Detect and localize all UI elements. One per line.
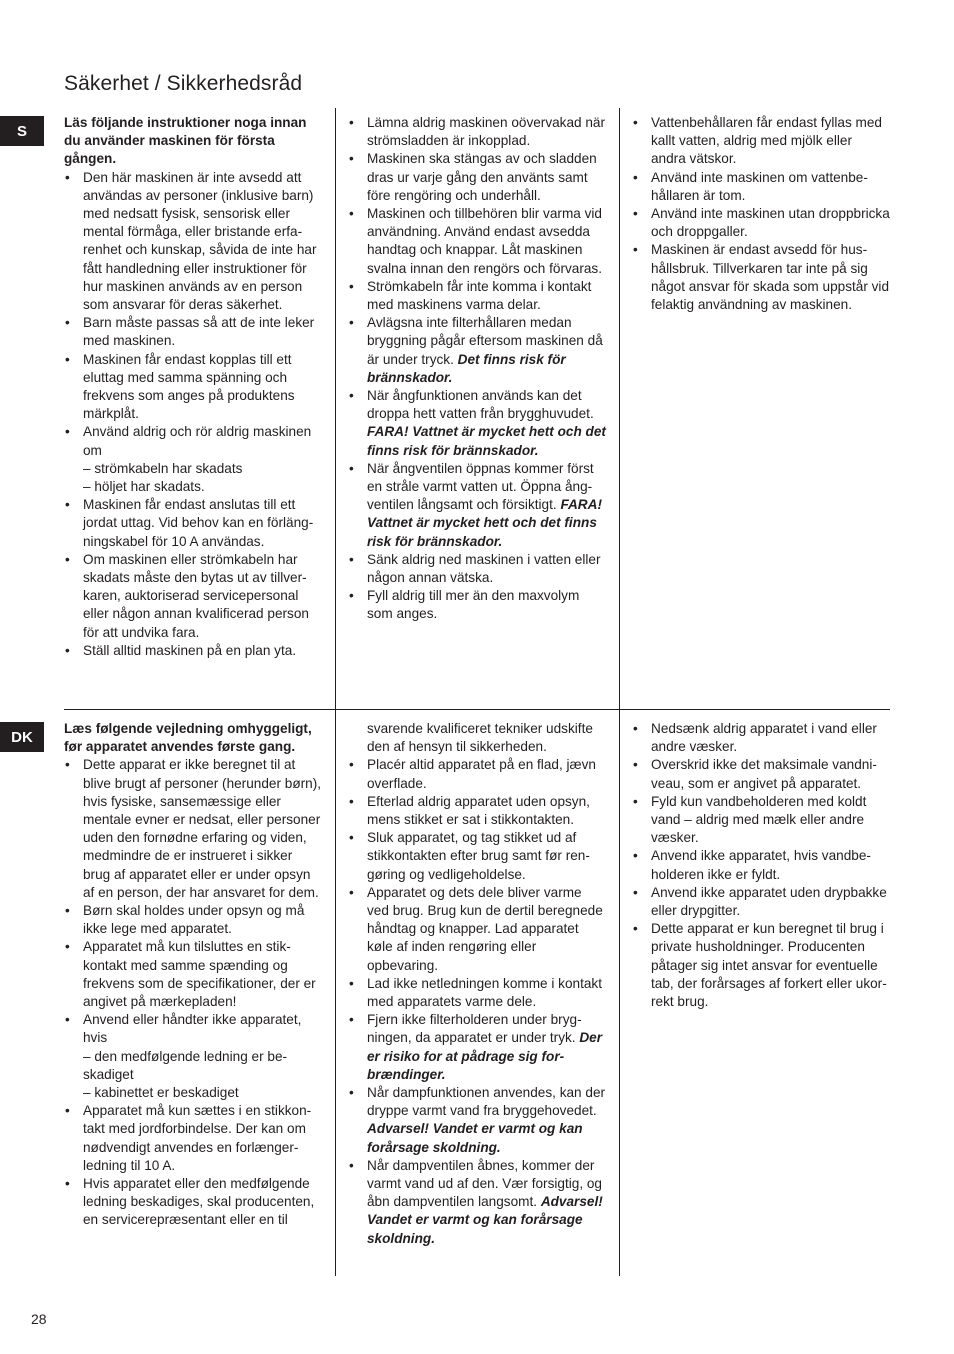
list-item-text: Fyld kun vandbeholderen med koldt vand – aldrig med mælk eller andre væsker. <box>651 793 867 846</box>
column-divider <box>619 108 620 709</box>
list-item-text: Apparatet og dets dele bliver varme ved brug. Brug kun de dertil beregnede håndtag og knapper. Lad apparatet køle af inden rengøring eller opbevaring. <box>367 884 603 973</box>
sv-list-3 <box>632 114 890 314</box>
list-item-text: Maskinen får endast kopplas till ett eluttag med samma spänning och frekvens som anges på produktens märkplåt. <box>83 351 295 422</box>
list-item-text: Barn måste passas så att de inte leker med maskinen. <box>83 315 315 349</box>
list-item-text: Børn skal holdes under opsyn og må ikke lege med apparatet. <box>83 903 305 937</box>
sv-intro: Läs följande instruktioner noga innan du använder maskinen för första gången. <box>64 115 307 167</box>
list-item <box>348 387 606 460</box>
list-item <box>348 793 606 829</box>
list-item <box>348 460 606 551</box>
list-item-text: Dette apparat er kun beregnet til brug i private husholdninger. Producenten påtager sig intet ansvar for eventuelle tab, der forårsages af forkert eller ukorrekt brug. <box>651 921 887 1010</box>
list-item-text: Apparatet må kun tilsluttes en stikkontakt med samme spænding og frekvens som de specifikationer, der er angivet på mærkepladen! <box>83 939 316 1010</box>
list-item <box>348 884 606 975</box>
list-item-text: Fjern ikke filterholderen under brygningen, da apparatet er under tryk. <box>367 1012 582 1046</box>
warning-text: Advarsel! Vandet er varmt og kan forårsage skoldning. <box>367 1121 583 1155</box>
list-item-text: Placér altid apparatet på en flad, jævn overflade. <box>367 757 596 791</box>
list-item <box>64 551 322 642</box>
column-divider <box>619 710 620 1276</box>
sv-column-1 <box>64 114 322 660</box>
list-item <box>64 1102 322 1175</box>
list-item-text: Maskinen är endast avsedd för hushållsbruk. Tillverkaren tar inte på sig något ansvar för skada som uppstår vid felaktig användning av maskinen. <box>651 242 890 313</box>
list-item-text: Overskrid ikke det maksimale vandniveau, som er angivet på apparatet. <box>651 757 877 791</box>
list-item <box>64 351 322 424</box>
list-item <box>64 756 322 902</box>
list-item <box>632 756 890 792</box>
section-divider <box>64 709 890 710</box>
list-item <box>348 829 606 884</box>
warning-text: Det finns risk för brännskador. <box>367 351 566 385</box>
sv-list-2 <box>348 114 606 624</box>
list-item <box>64 938 322 1011</box>
warning-text: Advarsel! Vandet er varmt og kan forårsage skoldning. <box>367 1194 603 1246</box>
list-item-text: Lämna aldrig maskinen oövervakad när strömsladden är inkopplad. <box>367 115 606 149</box>
list-item <box>64 1175 322 1230</box>
page-number: 28 <box>31 1311 47 1327</box>
dk-column-1 <box>64 720 322 1230</box>
warning-text: FARA! Vattnet är mycket hett och det finns risk för brännskador. <box>367 424 606 458</box>
list-item-text: Anvend ikke apparatet, hvis vandbeholderen ikke er fyldt. <box>651 848 871 882</box>
list-item <box>64 496 322 551</box>
list-item-text: Lad ikke netledningen komme i kontakt med apparatets varme dele. <box>367 975 603 1010</box>
list-item-text: Strömkabeln får inte komma i kontakt med maskinens varma delar. <box>367 278 592 313</box>
list-item <box>632 114 890 169</box>
list-item-text: Använd inte maskinen om vattenbehållaren är tom. <box>651 169 868 203</box>
list-item-text: Maskinen ska stängas av och sladden dras ur varje gång den använts samt före rengöring och underhåll. <box>367 151 597 203</box>
dk-column-3 <box>632 720 890 1011</box>
dk-list-2 <box>348 756 606 1247</box>
list-item-text: Dette apparat er ikke beregnet til at blive brugt af personer (herunder børn), hvis fysiske, sansemæssige eller mentale evner er nedsat, eller personer uden den fornødne erfaring og viden, medmindre de er instrueret i sikker brug af apparatet eller er under opsyn af en person, der har ansvaret for dem. <box>83 757 322 900</box>
warning-text: FARA! Vattnet är mycket hett och det finns risk för brännskador. <box>367 497 602 549</box>
dk-intro: Læs følgende vejledning omhyggeligt, før apparatet anvendes første gang. <box>64 721 312 755</box>
dk-list-1 <box>64 756 322 1229</box>
list-item-text: Fyll aldrig till mer än den maxvolym som anges. <box>367 588 580 622</box>
list-item-text: Apparatet må kun sættes i en stikkontakt med jordforbindelse. Der kan om nødvendigt anvendes en forlængerledning til 10 A. <box>83 1103 312 1173</box>
list-item <box>632 884 890 920</box>
list-item <box>348 205 606 278</box>
warning-text: Der er risiko for at pådrage sig forbrændinger. <box>367 1030 603 1082</box>
list-item <box>632 169 890 205</box>
list-item <box>64 423 322 496</box>
list-item-text: Efterlad aldrig apparatet uden opsyn, mens stikket er sat i stikkontakten. <box>367 793 590 828</box>
list-item-text: Sänk aldrig ned maskinen i vatten eller någon annan vätska. <box>367 551 601 586</box>
list-item <box>348 975 606 1011</box>
dk-list-3 <box>632 720 890 1011</box>
list-item-text: Maskinen och tillbehören blir varma vid användning. Använd endast avsedda handtag och knappar. Låt maskinen svalna innan den rengörs och förvaras. <box>367 206 603 276</box>
list-item <box>64 314 322 350</box>
list-item-text: Den här maskinen är inte avsedd att användas av personer (inklusive barn) med nedsatt fysisk, sensorisk eller mental förmåga, eller bristande erfarenhet och kunskap, såvida de inte har fått handledning eller instruktioner för hur maskinen används av en person som ansvarar för deras säkerhet. <box>83 169 317 313</box>
list-item <box>632 920 890 1011</box>
list-item <box>632 205 890 241</box>
list-item <box>64 1011 322 1102</box>
list-item <box>632 720 890 756</box>
list-item <box>632 793 890 848</box>
list-item <box>632 241 890 314</box>
column-divider <box>335 710 336 1276</box>
language-tab-swedish: S <box>0 116 44 146</box>
list-item-text: Når dampfunktionen anvendes, kan der dryppe varmt vand fra bryggehovedet. <box>367 1085 606 1119</box>
sv-column-3 <box>632 114 890 314</box>
list-item-text: Anvend ikke apparatet uden drypbakke eller drypgitter. <box>651 884 887 919</box>
list-item <box>348 1157 606 1248</box>
list-item <box>348 150 606 205</box>
list-item <box>64 642 322 660</box>
list-item-text: Använd aldrig och rör aldrig maskinen om – strömkabeln har skadats – höljet har skadats. <box>83 424 312 495</box>
dk-column-2 <box>348 720 606 1248</box>
list-item-text: Hvis apparatet eller den medfølgende ledning beskadiges, skal producenten, en servicerepræsentant eller en til <box>83 1176 315 1228</box>
list-item <box>64 902 322 938</box>
sv-list-1 <box>64 169 322 660</box>
list-item-text: När ångventilen öppnas kommer först en stråle varmt vatten ut. Öppna ångventilen långsamt och försiktigt. <box>367 460 594 513</box>
list-item <box>64 169 322 315</box>
language-tab-danish: DK <box>0 722 44 752</box>
list-item <box>348 551 606 587</box>
list-item-text: Sluk apparatet, og tag stikket ud af stikkontakten efter brug samt før rengøring og vedligeholdelse. <box>367 830 590 882</box>
list-item-text: Vattenbehållaren får endast fyllas med kallt vatten, aldrig med mjölk eller andra vätskor. <box>651 115 882 167</box>
list-item-text: Anvend eller håndter ikke apparatet, hvis – den medfølgende ledning er beskadiget – kabinettet er beskadiget <box>83 1012 302 1101</box>
dk-continuation: svarende kvalificeret tekniker udskifte den af hensyn til sikkerheden. <box>367 721 593 755</box>
column-divider <box>335 108 336 709</box>
list-item-text: Om maskinen eller strömkabeln har skadats måste den bytas ut av tillverkaren, auktoriserad servicepersonal eller någon annan kvalificerad person för att undvika fara. <box>83 551 309 640</box>
list-item-text: Avlägsna inte filterhållaren medan bryggning pågår eftersom maskinen då är under tryck. <box>367 315 603 367</box>
list-item <box>348 1084 606 1157</box>
list-item-text: Ställ alltid maskinen på en plan yta. <box>83 642 297 658</box>
list-item-text: Maskinen får endast anslutas till ett jordat uttag. Vid behov kan en förlängningskabel för 10 A användas. <box>83 497 314 549</box>
list-item-text: Nedsænk aldrig apparatet i vand eller andre væsker. <box>651 721 877 755</box>
list-item-text: Når dampventilen åbnes, kommer der varmt vand ud af den. Vær forsigtig, og åbn dampventilen langsomt. <box>367 1157 602 1210</box>
list-item-text: Använd inte maskinen utan droppbricka och droppgaller. <box>651 206 890 240</box>
list-item <box>348 278 606 314</box>
page-title: Säkerhet / Sikkerhedsråd <box>64 72 303 95</box>
list-item <box>632 847 890 883</box>
sv-column-2 <box>348 114 606 624</box>
list-item <box>348 314 606 387</box>
list-item-text: När ångfunktionen används kan det droppa hett vatten från brygghuvudet. <box>367 388 594 422</box>
list-item <box>348 587 606 623</box>
list-item <box>348 756 606 792</box>
list-item <box>348 114 606 150</box>
list-item <box>348 1011 606 1084</box>
